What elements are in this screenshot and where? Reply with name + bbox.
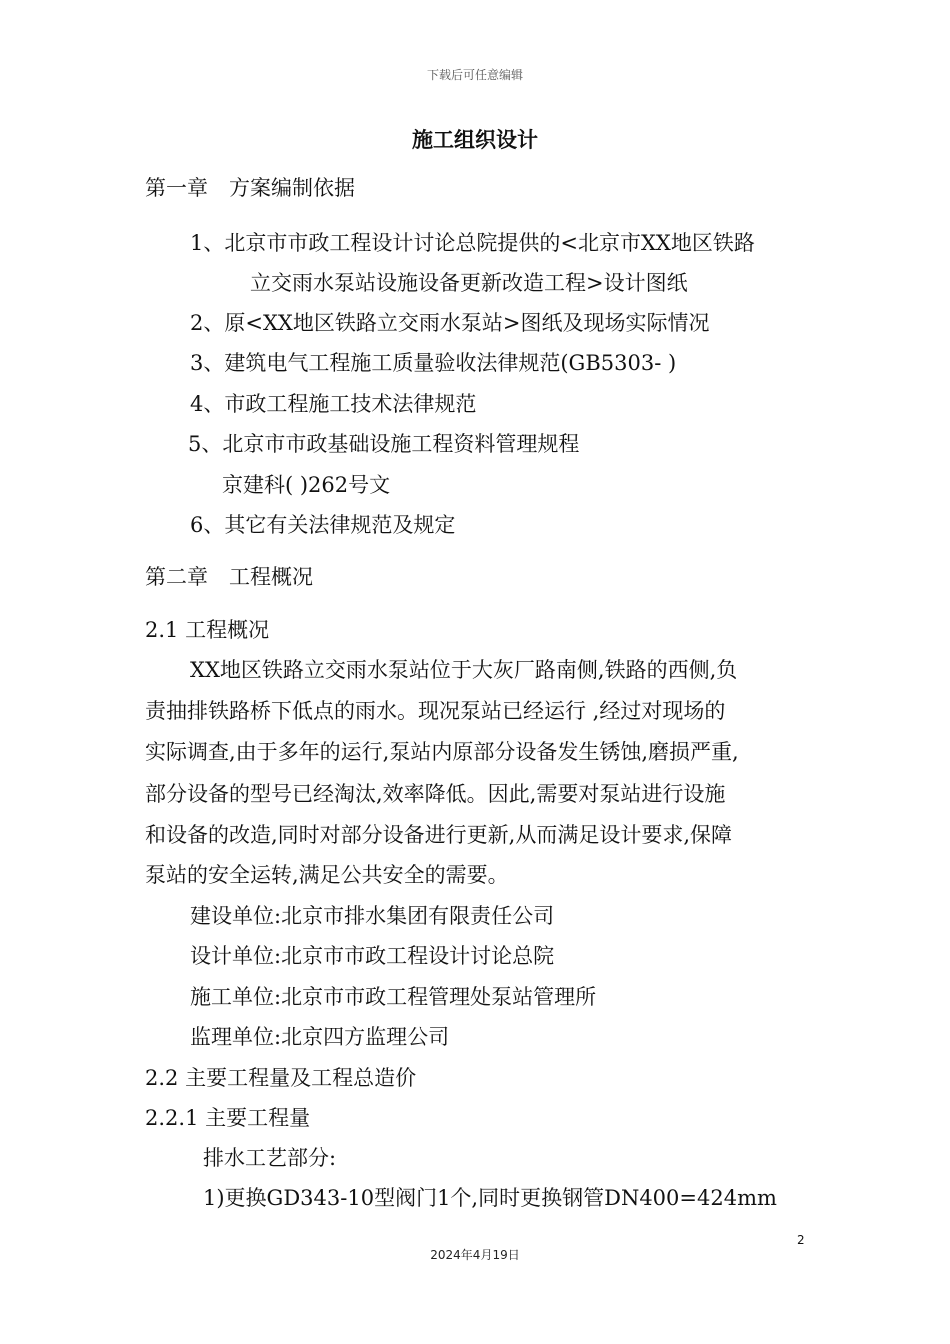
drainage-item-1: 1)更换GD343-10型阀门1个,同时更换钢管DN400=424mm bbox=[203, 1186, 777, 1210]
basis-item-2: 2、原<XX地区铁路立交雨水泵站>图纸及现场实际情况 bbox=[190, 311, 710, 335]
basis-item-1: 1、北京市市政工程设计讨论总院提供的<北京市XX地区铁路 bbox=[190, 231, 755, 255]
basis-item-3: 3、建筑电气工程施工质量验收法律规范(GB5303- ) bbox=[190, 351, 677, 375]
overview-line-3: 实际调查,由于多年的运行,泵站内原部分设备发生锈蚀,磨损严重, bbox=[145, 740, 739, 764]
basis-item-1-cont: 立交雨水泵站设施设备更新改造工程>设计图纸 bbox=[250, 271, 688, 295]
page-header: 下载后可任意编辑 bbox=[426, 68, 523, 82]
overview-line-4: 部分设备的型号已经淘汰,效率降低。因此,需要对泵站进行设施 bbox=[145, 782, 726, 806]
overview-line-1: XX地区铁路立交雨水泵站位于大灰厂路南侧,铁路的西侧,负 bbox=[190, 658, 738, 682]
basis-item-4: 4、市政工程施工技术法律规范 bbox=[190, 392, 477, 416]
drainage-heading: 排水工艺部分: bbox=[203, 1146, 337, 1170]
page-number: 2 bbox=[797, 1233, 805, 1247]
basis-item-5-cont: 京建科( )262号文 bbox=[222, 473, 391, 497]
construction-owner: 建设单位:北京市排水集团有限责任公司 bbox=[190, 904, 555, 928]
construction-unit: 施工单位:北京市市政工程管理处泵站管理所 bbox=[190, 985, 597, 1009]
overview-line-6: 泵站的安全运转,满足公共安全的需要。 bbox=[145, 863, 509, 887]
basis-item-5: 5、北京市市政基础设施工程资料管理规程 bbox=[188, 432, 580, 456]
chapter1-heading: 第一章 方案编制依据 bbox=[145, 176, 355, 200]
section-2-2-heading: 2.2 主要工程量及工程总造价 bbox=[145, 1066, 417, 1090]
overview-line-5: 和设备的改造,同时对部分设备进行更新,从而满足设计要求,保障 bbox=[145, 823, 733, 847]
page-footer-date: 2024年4月19日 bbox=[430, 1248, 520, 1262]
document-title: 施工组织设计 bbox=[412, 127, 538, 152]
supervision-unit: 监理单位:北京四方监理公司 bbox=[190, 1025, 450, 1049]
section-2-2-1-heading: 2.2.1 主要工程量 bbox=[145, 1106, 311, 1130]
design-unit: 设计单位:北京市市政工程设计讨论总院 bbox=[190, 944, 555, 968]
section-2-1-heading: 2.1 工程概况 bbox=[145, 618, 270, 642]
basis-item-6: 6、其它有关法律规范及规定 bbox=[190, 513, 456, 537]
chapter2-heading: 第二章 工程概况 bbox=[145, 565, 313, 589]
overview-line-2: 责抽排铁路桥下低点的雨水。现况泵站已经运行 ,经过对现场的 bbox=[145, 699, 726, 723]
